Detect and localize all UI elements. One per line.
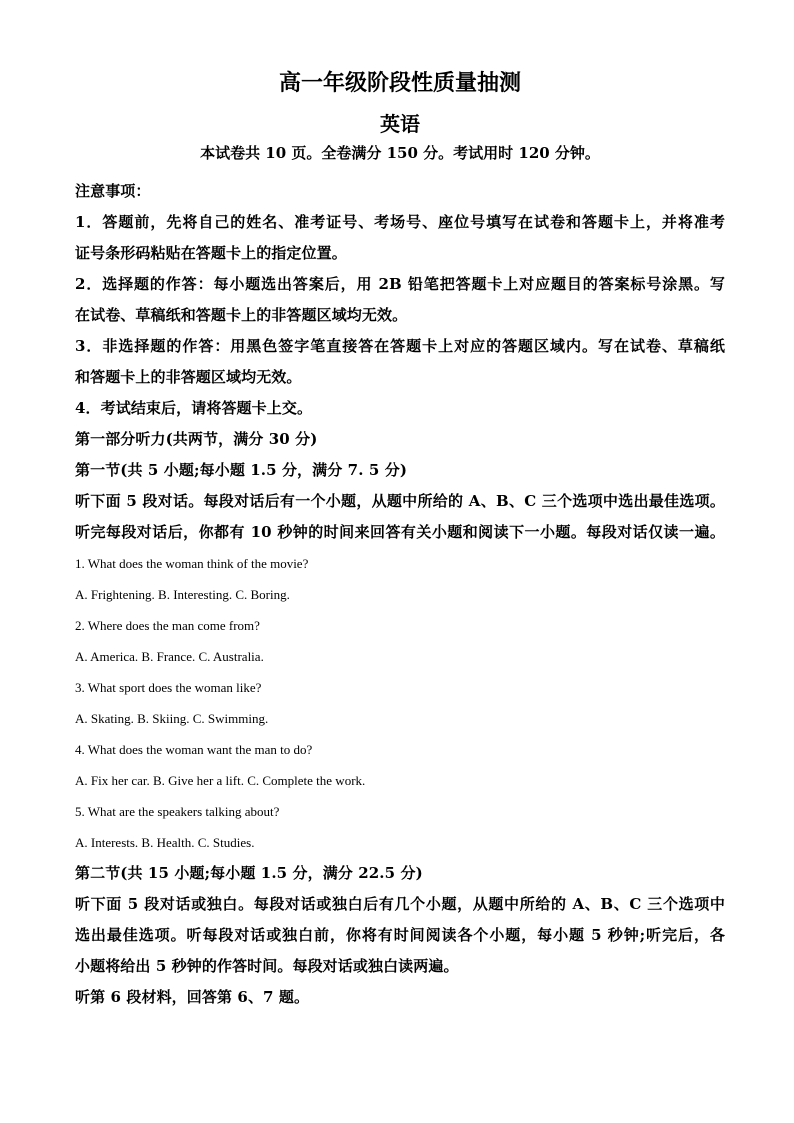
notes-line-5: 3．非选择题的作答：用黑色签字笔直接答在答题卡上对应的答题区域内。写在试卷、草稿纸: [75, 337, 725, 355]
notes-line-6: 和答题卡上的非答题区域均无效。: [75, 368, 302, 386]
section2-instruction-2: 选出最佳选项。听每段对话或独白前，你将有时间阅读各个小题，每小题 5 秒钟;听完后，各: [75, 926, 725, 944]
section2-heading: 第二节(共 15 小题;每小题 1.5 分，满分 22.5 分): [75, 864, 423, 882]
notes-line-1: 1．答题前，先将自己的姓名、准考证号、考场号、座位号填写在试卷和答题卡上，并将准考: [75, 213, 725, 231]
section1-instruction-2: 听完每段对话后，你都有 10 秒钟的时间来回答有关小题和阅读下一小题。每段对话仅读一遍。: [75, 523, 725, 541]
question-3-options: A. Skating. B. Skiing. C. Swimming.: [75, 711, 269, 726]
exam-info: 本试卷共 10 页。全卷满分 150 分。考试用时 120 分钟。: [200, 144, 600, 162]
question-1-options: A. Frightening. B. Interesting. C. Boring.: [75, 587, 290, 602]
section1-instruction-1: 听下面 5 段对话。每段对话后有一个小题，从题中所给的 A、B、C 三个选项中选出最佳选项。: [75, 492, 725, 510]
exam-title: 高一年级阶段性质量抽测: [278, 70, 521, 96]
notes-heading: 注意事项：: [75, 182, 151, 200]
section2-instruction-3: 小题将给出 5 秒钟的作答时间。每段对话或独白读两遍。: [75, 957, 459, 975]
question-2-options: A. America. B. France. C. Australia.: [75, 649, 264, 664]
question-5: 5. What are the speakers talking about?: [75, 804, 280, 819]
notes-line-4: 在试卷、草稿纸和答题卡上的非答题区域均无效。: [75, 306, 408, 324]
part1-heading: 第一部分听力(共两节，满分 30 分): [75, 430, 318, 448]
exam-page: [75, 68, 725, 1013]
notes-line-3: 2．选择题的作答：每小题选出答案后，用 2B 铅笔把答题卡上对应题目的答案标号涂黑。写: [75, 275, 725, 293]
material-note: 听第 6 段材料，回答第 6、7 题。: [75, 988, 310, 1006]
question-2: 2. Where does the man come from?: [75, 618, 260, 633]
question-4-options: A. Fix her car. B. Give her a lift. C. Complete the work.: [75, 773, 366, 788]
question-1: 1. What does the woman think of the movie?: [75, 556, 309, 571]
section1-heading: 第一节(共 5 小题;每小题 1.5 分，满分 7. 5 分): [75, 461, 408, 479]
notes-line-7: 4．考试结束后，请将答题卡上交。: [75, 399, 313, 417]
notes-line-2: 证号条形码粘贴在答题卡上的指定位置。: [75, 244, 347, 262]
question-3: 3. What sport does the woman like?: [75, 680, 262, 695]
section2-instruction-1: 听下面 5 段对话或独白。每段对话或独白后有几个小题，从题中所给的 A、B、C 三个选项中: [75, 895, 725, 913]
exam-subject: 英语: [380, 112, 420, 136]
question-4: 4. What does the woman want the man to do?: [75, 742, 313, 757]
question-5-options: A. Interests. B. Health. C. Studies.: [75, 835, 255, 850]
